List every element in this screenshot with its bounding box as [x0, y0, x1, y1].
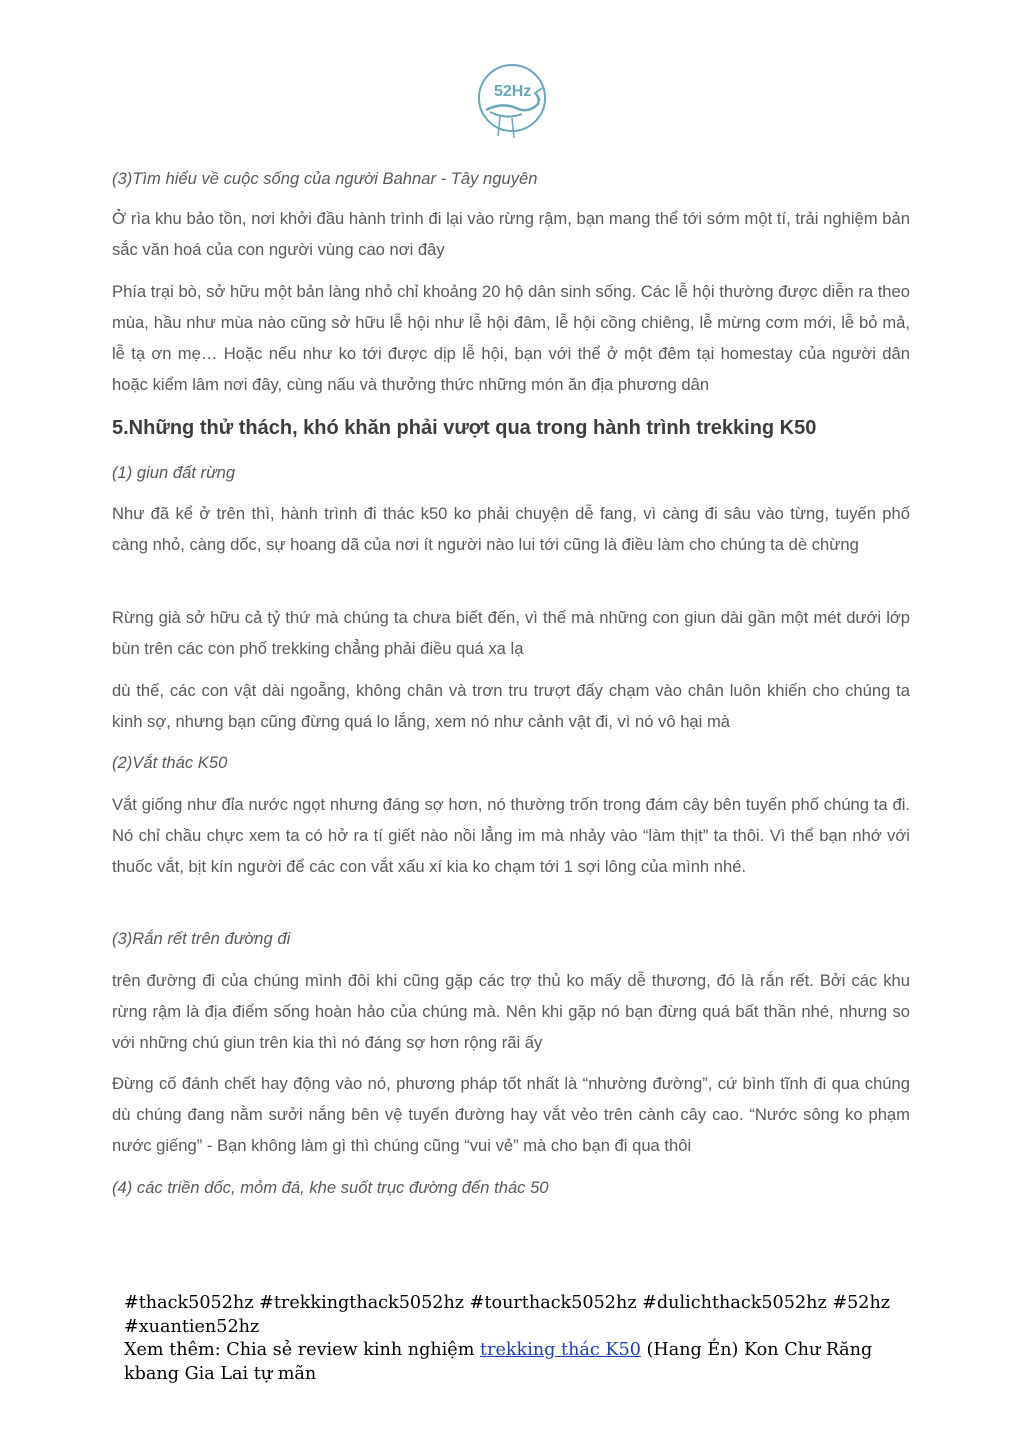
paragraph: Đừng cố đánh chết hay động vào nó, phương pháp tốt nhất là “nhường đường”, cứ bình tĩnh đi qua chúng dù chúng đang nằm sưởi nắng bên vệ tuyến đường hay vắt vẻo trên cành cây cao. “Nước sông ko phạm nước giếng” - Bạn không làm gì thì chúng cũng “vui vẻ” mà cho bạn đi qua thôi: [112, 1074, 910, 1155]
paragraph: Rừng già sở hữu cả tỷ thứ mà chúng ta chưa biết đến, vì thế mà những con giun dài gần một mét dưới lớp bùn trên các con phố trekking chẳng phải điều quá xa lạ: [112, 608, 910, 658]
hashtags: #thack5052hz #trekkingthack5052hz #tourthack5052hz #dulichthack5052hz #52hz #xuantien52hz: [124, 1293, 891, 1337]
subheading-leeches: (2)Vắt thác K50: [112, 753, 228, 772]
subheading-snakes: (3)Rắn rết trên đường đi: [112, 929, 291, 948]
see-more-prefix: Xem thêm: Chia sẻ review kinh nghiệm: [124, 1340, 480, 1360]
subheading-bahnar: (3)Tìm hiểu về cuộc sống của người Bahnar - Tây nguyên: [112, 169, 538, 188]
paragraph: dù thế, các con vật dài ngoẵng, không chân và trơn tru trượt đấy chạm vào chân luôn khiến cho chúng ta kinh sợ, nhưng bạn cũng đừng quá lo lắng, xem nó như cảnh vật đi, vì nó vô hại mà: [112, 681, 910, 731]
logo-text: 52Hz: [494, 83, 532, 100]
trekking-link[interactable]: trekking thác K50: [480, 1340, 641, 1360]
subheading-worms: (1) giun đất rừng: [112, 463, 236, 482]
brand-logo: [468, 60, 556, 144]
paragraph: Như đã kể ở trên thì, hành trình đi thác k50 ko phải chuyện dễ fang, vì càng đi sâu vào từng, tuyến phố càng nhỏ, càng dốc, sự hoang dã của nơi ít người nào lui tới cũng là điều làm cho chúng ta dè chừng: [112, 504, 910, 554]
subheading-slopes: (4) các triền dốc, mỏm đá, khe suốt trục đường đến thác 50: [112, 1178, 549, 1197]
paragraph: trên đường đi của chúng mình đôi khi cũng gặp các trợ thủ ko mấy dễ thương, đó là rắn rết. Bởi các khu rừng rậm là địa điểm sống hoàn hảo của chúng mà. Nên khi gặp nó bạn đừng quá bất thần nhé, nhưng so với những chú giun trên kia thì nó đáng sợ hơn rộng rãi ấy: [112, 971, 910, 1052]
whale-logo-icon: [468, 60, 556, 144]
see-more-line: [124, 1339, 904, 1386]
footer: [124, 1292, 904, 1386]
paragraph: Ở rìa khu bảo tồn, nơi khởi đầu hành trình đi lại vào rừng rậm, bạn mang thể tới sớm một tí, trải nghiệm bản sắc văn hoá của con người vùng cao nơi đây: [112, 209, 910, 259]
see-more-suffix: (Hang Én) Kon Chư Răng kbang Gia Lai tự mãn: [124, 1340, 873, 1384]
paragraph: Phía trại bò, sở hữu một bản làng nhỏ chỉ khoảng 20 hộ dân sinh sống. Các lễ hội thường được diễn ra theo mùa, hầu như mùa nào cũng sở hữu lễ hội như lễ hội đâm, lễ hội cồng chiêng, lễ mừng cơm mới, lễ bỏ mả, lễ tạ ơn mẹ… Hoặc nếu như ko tới được dịp lễ hội, bạn với thể ở một đêm tại homestay của người dân hoặc kiểm lâm nơi đây, cùng nấu và thưởng thức những món ăn địa phương dân: [112, 282, 910, 394]
section-heading: 5.Những thử thách, khó khăn phải vượt qua trong hành trình trekking K50: [112, 417, 817, 439]
paragraph: Vắt giống như đỉa nước ngọt nhưng đáng sợ hơn, nó thường trốn trong đám cây bên tuyến phố chúng ta đi. Nó chỉ chầu chực xem ta có hở ra tí giết nào nồi lẳng im mà nhảy vào “làm thịt” ta thôi. Vì thể bạn nhớ với thuốc vắt, bịt kín người để các con vắt xấu xí kia ko chạm tới 1 sợi lông của mình nhé.: [112, 795, 910, 876]
